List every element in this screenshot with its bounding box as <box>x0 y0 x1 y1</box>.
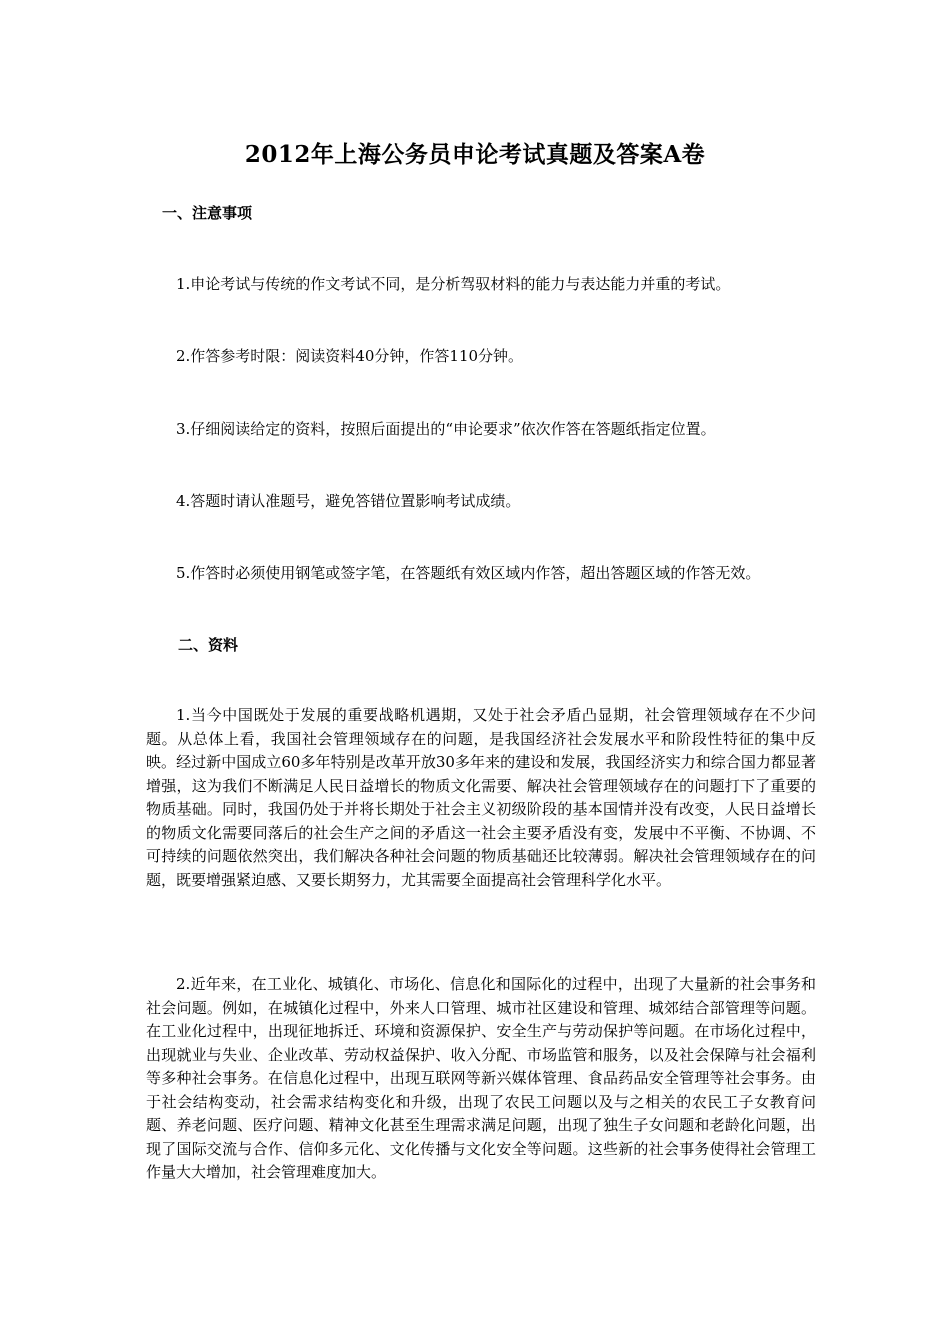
materials-heading: 二、资料 <box>178 636 239 654</box>
notice-heading: 一、注意事项 <box>162 204 253 222</box>
material-paragraph-1: 1.当今中国既处于发展的重要战略机遇期，又处于社会矛盾凸显期，社会管理领域存在不少问题。从总体上看，我国社会管理领域存在的问题，是我国经济社会发展水平和阶段性特征的集中反映。经过新中国成立60多年特别是改革开放30多年来的建设和发展，我国经济实力和综合国力都显著增强，这为我们不断满足人民日益增长的物质文化需要、解决社会管理领域存在的问题打下了重要的物质基础。同时，我国仍处于并将长期处于社会主义初级阶段的基本国情并没有改变，人民日益增长的物质文化需要同落后的社会生产之间的矛盾这一社会主要矛盾没有变，发展中不平衡、不协调、不可持续的问题依然突出，我们解决各种社会问题的物质基础还比较薄弱。解决社会管理领域存在的问题，既要增强紧迫感、又要长期努力，尤其需要全面提高社会管理科学化水平。 <box>146 706 816 889</box>
notice-item-5: 5.作答时必须使用钢笔或签字笔，在答题纸有效区域内作答，超出答题区域的作答无效。 <box>176 564 761 582</box>
notice-item-4: 4.答题时请认准题号，避免答错位置影响考试成绩。 <box>176 492 521 510</box>
document-title: 2012年上海公务员申论考试真题及答案A卷 <box>244 141 706 168</box>
notice-item-1: 1.申论考试与传统的作文考试不同，是分析驾驭材料的能力与表达能力并重的考试。 <box>176 275 731 293</box>
material-paragraph-2: 2.近年来，在工业化、城镇化、市场化、信息化和国际化的过程中，出现了大量新的社会事务和社会问题。例如，在城镇化过程中，外来人口管理、城市社区建设和管理、城郊结合部管理等问题。在工业化过程中，出现征地拆迁、环境和资源保护、安全生产与劳动保护等问题。在市场化过程中，出现就业与失业、企业改革、劳动权益保护、收入分配、市场监管和服务，以及社会保障与社会福利等多种社会事务。在信息化过程中，出现互联网等新兴媒体管理、食品药品安全管理等社会事务。由于社会结构变动，社会需求结构变化和升级，出现了农民工问题以及与之相关的农民工子女教育问题、养老问题、医疗问题、精神文化甚至生理需求满足问题，出现了独生子女问题和老龄化问题，出现了国际交流与合作、信仰多元化、文化传播与文化安全等问题。这些新的社会事务使得社会管理工作量大大增加，社会管理难度加大。 <box>146 975 816 1181</box>
notice-item-3: 3.仔细阅读给定的资料，按照后面提出的“申论要求”依次作答在答题纸指定位置。 <box>176 420 716 438</box>
notice-item-2: 2.作答参考时限：阅读资料40分钟，作答110分钟。 <box>176 347 524 365</box>
